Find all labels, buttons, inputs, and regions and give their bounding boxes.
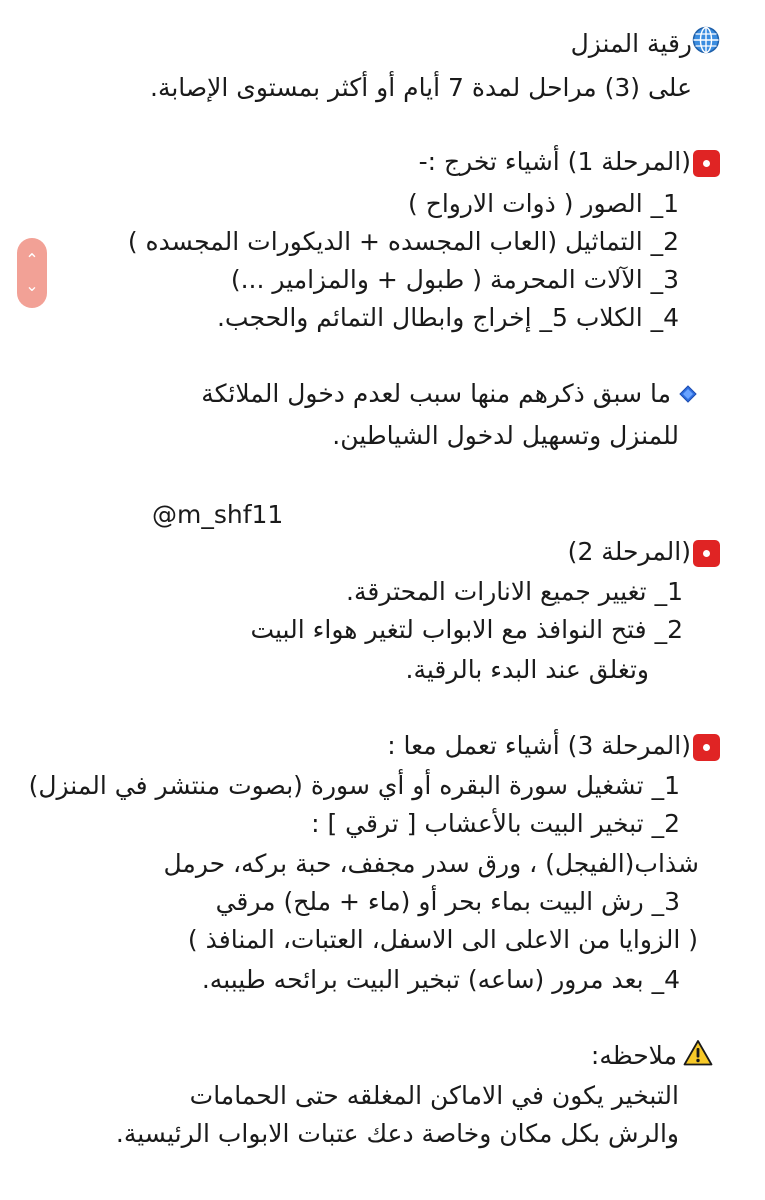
post-title: رقية المنزل bbox=[570, 29, 692, 58]
stage2-heading: (المرحلة 2) bbox=[567, 537, 691, 566]
warning-icon bbox=[683, 1039, 713, 1076]
red-button-icon bbox=[693, 734, 720, 761]
chevron-up-icon[interactable]: ⌃ bbox=[25, 250, 39, 269]
note1-line1-row bbox=[201, 376, 697, 413]
stage3-item-3-cont: ( الزوايا من الاعلى الى الاسفل، العتبات، المنافذ ) bbox=[187, 925, 698, 954]
remark-heading-line bbox=[591, 1038, 713, 1076]
post-title-line bbox=[571, 26, 720, 64]
stage1-item-2: 2_ التماثيل (العاب المجسده + الديكورات المجسده ) bbox=[127, 227, 679, 256]
stage3-heading: (المرحلة 3) أشياء تعمل معا : bbox=[387, 731, 691, 760]
red-button-icon bbox=[693, 540, 720, 567]
stage3-item-3: 3_ رش البيت بماء بحر أو (ماء + ملح) مرقي bbox=[215, 887, 680, 916]
blue-diamond-icon bbox=[679, 377, 697, 413]
remark-line-2: والرش بكل مكان وخاصة دعك عتبات الابواب الرئيسية. bbox=[115, 1119, 679, 1148]
red-button-icon bbox=[693, 150, 720, 177]
stage1-item-1: 1_ الصور ( ذوات الارواح ) bbox=[408, 189, 679, 218]
stage2-item-2: 2_ فتح النوافذ مع الابواب لتغير هواء البيت bbox=[250, 615, 683, 644]
stage3-item-4: 4_ بعد مرور (ساعه) تبخير البيت برائحه طيببه. bbox=[201, 965, 680, 994]
stage1-item-3: 3_ الآلات المحرمة ( طبول + والمزامير ...) bbox=[230, 265, 679, 294]
globe-icon bbox=[692, 26, 720, 64]
note1-line2: للمنزل وتسهيل لدخول الشياطين. bbox=[332, 421, 679, 450]
stage1-heading: (المرحلة 1) أشياء تخرج :- bbox=[418, 147, 691, 176]
post-subtitle: على (3) مراحل لمدة 7 أيام أو أكثر بمستوى الإصابة. bbox=[150, 73, 692, 102]
scroll-control[interactable] bbox=[17, 238, 47, 308]
stage3-item-2-cont: شذاب(الفيجل) ، ورق سدر مجفف، حبة بركه، حرمل bbox=[163, 849, 699, 878]
chevron-down-icon[interactable]: ⌄ bbox=[25, 276, 39, 295]
stage2-item-1: 1_ تغيير جميع الانارات المحترقة. bbox=[346, 577, 683, 606]
author-handle: @m_shf11 bbox=[152, 500, 284, 529]
stage1-heading-line bbox=[419, 144, 720, 180]
note1-line1: ما سبق ذكرهم منها سبب لعدم دخول الملائكة bbox=[201, 379, 671, 408]
stage3-item-2: 2_ تبخير البيت بالأعشاب [ ترقي ] : bbox=[311, 809, 680, 838]
stage3-heading-line bbox=[387, 728, 720, 764]
stage2-heading-line bbox=[568, 534, 720, 570]
stage3-item-1: 1_ تشغيل سورة البقره أو أي سورة (بصوت منتشر في المنزل) bbox=[28, 771, 680, 800]
stage1-item-4: 4_ الكلاب 5_ إخراج وابطال التمائم والحجب. bbox=[216, 303, 679, 332]
stage2-item-2-cont: وتغلق عند البدء بالرقية. bbox=[405, 655, 649, 684]
remark-line-1: التبخير يكون في الاماكن المغلقه حتى الحمامات bbox=[189, 1081, 679, 1110]
remark-heading: ملاحظه: bbox=[590, 1041, 677, 1070]
